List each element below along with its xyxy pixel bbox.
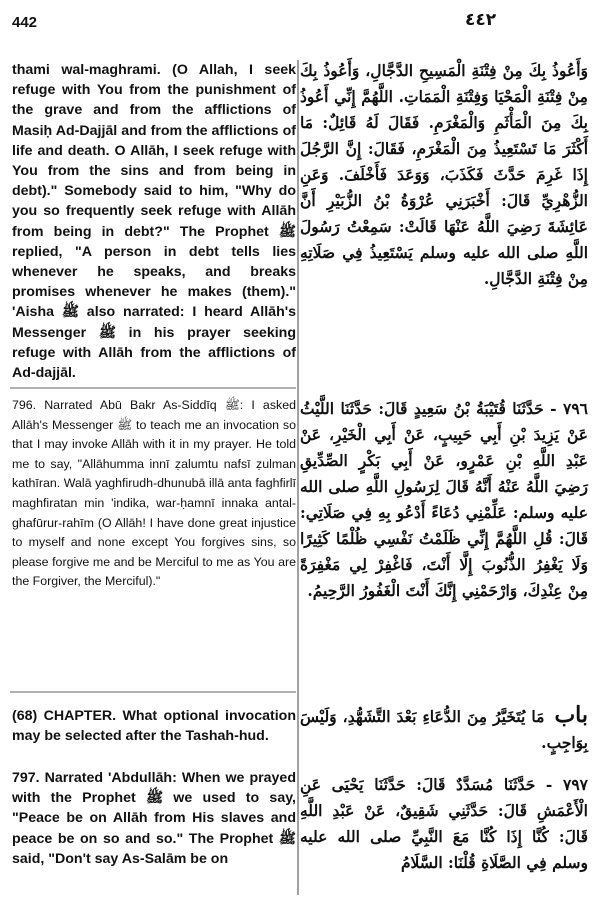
english-narration-797: 797. Narrated 'Abdullāh: When we prayed with the Prophet ﷺ we used to say, "Peace be on Allāh from His slaves and peace be on so and so." The Prophet ﷺ said, "Don't say As-Salām be on: [12, 770, 296, 867]
arabic-chapter-title: مَا يُتَخَيَّرُ مِنَ الدُّعَاءِ بَعْدَ التَّشَهُّدِ، وَلَيْسَ بِوَاجِبٍ.: [300, 707, 588, 752]
arabic-narration-797: ٧٩٧ - حَدَّثَنَا مُسَدَّدٌ قَالَ: حَدَّثَنَا يَحْيَى عَنِ الْأَعْمَشِ قَالَ: حَدَّثَنِي شَقِيقٌ، عَنْ عَبْدِ اللَّهِ قَالَ: كُنَّا إِذَا كُنَّا مَعَ النَّبِيِّ صلى الله عليه وسلم فِي الصَّلَاةِ قُلْنَا: السَّلَامُ: [300, 775, 588, 872]
english-narration-796: 796. Narrated Abū Bakr As-Siddīq ﷺ: I asked Allāh's Messenger ﷺ to teach me an invocation so that I may invoke Allāh with it in my prayer. He told me to say, "Allāhumma innī ẓalumtu nafsī ẓulman kathīran. Walā yaghfirudh-dhunubā illā anta faghfirlī maghfiratan min 'indika, war-ḥamnī innaka antal-ghafūrur-rahīm (O Allāh! I have done great injustice to myself and none except You forgives sins, so please forgive me and be Merciful to me as You are the Forgiver, the Merciful).": [12, 398, 296, 589]
arabic-chapter-heading: باب: [554, 702, 588, 728]
arabic-chapter: [300, 702, 588, 756]
arabic-text-block-1: وَأَعُوذُ بِكَ مِنْ فِتْنَةِ الْمَسِيحِ الدَّجَّالِ، وَأَعُوذُ بِكَ مِنْ فِتْنَةِ الْمَحْيَا وَفِتْنَةِ الْمَمَاتِ. اللَّهُمَّ إِنِّي أَعُوذُ بِكَ مِنَ الْمَأْثَمِ وَالْمَغْرَمِ. فَقَالَ لَهُ قَائِلٌ: مَا أَكْثَرَ مَا تَسْتَعِيذُ مِنَ الْمَغْرَمِ، فَقَالَ: إِنَّ الرَّجُلَ إِذَا غَرِمَ حَدَّثَ فَكَذَبَ، وَوَعَدَ فَأَخْلَفَ. وَعَنِ الزُّهْرِيِّ قَالَ: أَخْبَرَنِي عُرْوَةُ بْنُ الزُّبَيْرِ أَنَّ عَائِشَةَ رَضِيَ اللَّهُ عَنْهَا قَالَتْ: سَمِعْتُ رَسُولَ اللَّهِ صلى الله عليه وسلم يَسْتَعِيذُ فِي صَلَاتِهِ مِنْ فِتْنَةِ الدَّجَّالِ.: [300, 61, 588, 288]
page-number-arabic: ٤٤٢: [465, 10, 497, 30]
english-chapter-heading: (68) CHAPTER. What optional invocation may be selected after the Tashah-hud.: [12, 708, 296, 745]
page-number-english: 442: [12, 14, 38, 31]
english-text-block-1: thami wal-maghrami. (O Allah, I seek refuge with You from the punishment of the grave and from the afflictions of Masiḥ Ad-Dajjāl and from the afflictions of life and death. O Allāh, I seek refuge with You from the sins and from being in debt)." Somebody said to him, "Why do you so frequently seek refuge with Allāh from being in debt?" The Prophet ﷺ replied, "A person in debt tells lies whenever he speaks, and breaks promises whenever he makes (them)." 'Aisha ﷺ also narrated: I heard Allāh's Messenger ﷺ in his prayer seeking refuge with Allāh from the afflictions of Ad-dajjāl.: [12, 62, 297, 382]
arabic-narration-796: ٧٩٦ - حَدَّثَنَا قُتَيْبَةُ بْنُ سَعِيدٍ قَالَ: حَدَّثَنَا اللَّيْثُ عَنْ يَزِيدَ بْنِ أَبِي حَبِيبٍ، عَنْ أَبِي الْخَيْرِ، عَنْ عَبْدِ اللَّهِ بْنِ عَمْرٍو، عَنْ أَبِي بَكْرٍ الصِّدِّيقِ رَضِيَ اللَّهُ عَنْهُ أَنَّهُ قَالَ لِرَسُولِ اللَّهِ صلى الله عليه وسلم: عَلِّمْنِي دُعَاءً أَدْعُو بِهِ فِي صَلَاتِي: قَالَ: قُلِ اللَّهُمَّ إِنِّي ظَلَمْتُ نَفْسِي ظُلْمًا كَثِيرًا وَلَا يَغْفِرُ الذُّنُوبَ إِلَّا أَنْتَ، فَاغْفِرْ لِي مَغْفِرَةً مِنْ عِنْدِكَ، وَارْحَمْنِي إِنَّكَ أَنْتَ الْغَفُورُ الرَّحِيمُ.: [300, 399, 588, 600]
